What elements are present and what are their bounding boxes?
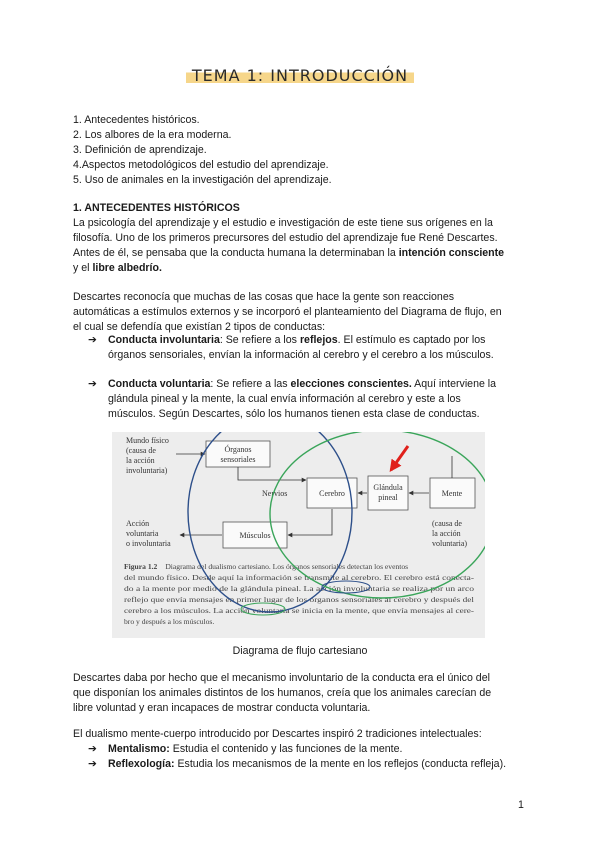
cartesian-diagram-figure: [112, 432, 485, 638]
paragraph-line: el cual se defendía que existían 2 tipos de conductas:: [73, 321, 326, 333]
arrow-bullet-icon: ➔: [88, 378, 97, 390]
mente-label: Mente: [441, 489, 463, 498]
glandula-label-1: Glándula: [373, 483, 403, 492]
toc-item: 2. Los albores de la era moderna.: [73, 129, 232, 141]
red-arrow-icon: [391, 446, 408, 470]
paragraph-line: El dualismo mente-cuerpo introducido por Descartes inspiró 2 tradiciones intelectuales:: [73, 728, 482, 740]
mundo-label-2: (causa de: [126, 446, 156, 455]
causa-vol-label-1: (causa de: [432, 519, 462, 528]
organos-label-2: sensoriales: [220, 455, 256, 464]
arrow-bullet-icon: ➔: [88, 758, 97, 770]
figure-caption-line: cerebro a los músculos. La acción voluntaria se inicia en la mente, que envía mensajes al cere-: [124, 606, 475, 615]
figure-caption-line: Figura 1.2 Diagrama del dualismo cartesiano. Los órganos sensoriales detectan los eventos: [124, 562, 409, 571]
arrow-bullet-icon: ➔: [88, 743, 97, 755]
paragraph-line: La psicología del aprendizaje y el estudio e investigación de este tiene sus orígenes en la: [73, 217, 493, 229]
accion-label-2: voluntaria: [126, 529, 159, 538]
diagram-svg: [112, 432, 485, 638]
causa-vol-label-2: la acción: [432, 529, 461, 538]
figure-caption-line: do a la mente por medio de la glándula pineal. La acción involuntaria se realiza por un arco: [124, 584, 475, 593]
paragraph-2: [73, 290, 528, 335]
cerebro-label: Cerebro: [319, 489, 345, 498]
paragraph-line: libre voluntad y eran incapaces de mostrar conducta voluntaria.: [73, 702, 371, 714]
figure-caption-line: bro y después a los músculos.: [124, 617, 215, 626]
accion-label-1: Acción: [126, 519, 150, 528]
toc-item: 3. Definición de aprendizaje.: [73, 144, 207, 156]
paragraph-line: y el libre albedrío.: [73, 262, 162, 274]
bullet-mentalismo: ➔ Mentalismo: Estudia el contenido y las funciones de la mente.: [88, 743, 403, 755]
nervios-label: Nervios: [262, 489, 288, 498]
causa-vol-label-3: voluntaria): [432, 539, 468, 548]
paragraph-4: [73, 727, 528, 742]
glandula-label-2: pineal: [378, 493, 398, 502]
paragraph-line: Antes de él, se pensaba que la conducta humana la determinaban la intención consciente: [73, 247, 505, 259]
musculos-label: Músculos: [239, 531, 271, 540]
mundo-label-3: la acción: [126, 456, 155, 465]
figure-caption: Diagrama de flujo cartesiano: [232, 645, 368, 657]
accion-label-3: o involuntaria: [126, 539, 171, 548]
bullet-voluntaria: ➔ Conducta voluntaria: Se refiere a las elecciones conscientes. Aquí interviene la glándula pineal y la mente, la cual envía información al cerebro y este a los músculos. Según Descartes, sólo los humanos tienen esta clase de conductas.: [88, 378, 497, 420]
toc-list: [73, 113, 528, 188]
toc-item: 4.Aspectos metodológicos del estudio del aprendizaje.: [73, 159, 329, 171]
figure-caption-line: del mundo físico. Desde aquí la información se transmite al cerebro. El cerebro está conecta-: [124, 573, 475, 582]
paragraph-line: filosofía. Uno de los primeros precursores del estudio del aprendizaje fue René Descartes.: [73, 232, 498, 244]
section-1: [73, 201, 528, 276]
page-number: 1: [518, 799, 524, 811]
organos-label-1: Órganos: [224, 445, 252, 454]
mundo-label-4: involuntaria): [126, 466, 168, 475]
paragraph-line: automáticas a estímulos externos y se incorporó el planteamiento del Diagrama de flujo, en: [73, 306, 502, 318]
paragraph-3: [73, 671, 528, 716]
bullet-reflexologia: ➔ Reflexología: Estudia los mecanismos de la mente en los reflejos (conducta refleja).: [88, 758, 507, 770]
arrow-organos-cerebro: [238, 467, 306, 480]
figure-caption-line: reflejo que envía mensajes en primer lugar de los órganos sensoriales al cerebro y después del: [124, 595, 474, 604]
toc-item: 1. Antecedentes históricos.: [73, 114, 200, 126]
mundo-label-1: Mundo físico: [126, 436, 169, 445]
page-title: TEMA 1: INTRODUCCIÓN: [0, 68, 600, 83]
arrow-cerebro-musculos: [288, 509, 332, 535]
arrow-bullet-icon: ➔: [88, 334, 97, 346]
paragraph-line: que disponían los animales distintos de los humanos, creía que los animales carecían de: [73, 687, 492, 699]
section-heading: 1. ANTECEDENTES HISTÓRICOS: [73, 202, 240, 214]
toc-item: 5. Uso de animales en la investigación del aprendizaje.: [73, 174, 332, 186]
paragraph-line: Descartes reconocía que muchas de las cosas que hace la gente son reacciones: [73, 291, 455, 303]
paragraph-line: Descartes daba por hecho que el mecanismo involuntario de la conducta era el único del: [73, 672, 490, 684]
bullet-involuntaria: ➔ Conducta involuntaria: Se refiere a los reflejos. El estímulo es captado por los órganos sensoriales, envían la información al cerebro y el cerebro a los músculos.: [88, 334, 494, 361]
